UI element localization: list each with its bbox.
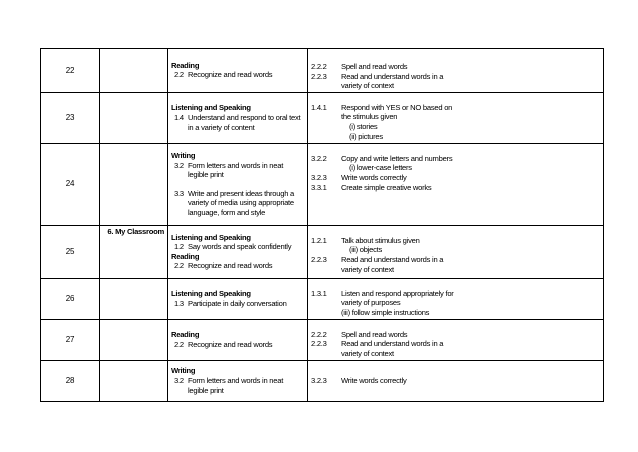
learning-standard-cell xyxy=(308,225,604,278)
learning-sub-item: (ii) pictures xyxy=(349,131,383,141)
learning-standard-cell xyxy=(308,319,604,360)
content-standard-cell xyxy=(168,92,308,143)
content-standard-cell xyxy=(168,319,308,360)
skill-heading: Reading xyxy=(171,251,200,261)
week-number: 22 xyxy=(41,49,100,93)
theme-cell xyxy=(100,278,168,319)
learning-item-continuation: variety of context xyxy=(341,81,394,91)
learning-item: 2.2.2 Spell and read words xyxy=(311,329,408,339)
table-row xyxy=(41,143,604,225)
week-number: 25 xyxy=(41,225,100,278)
theme-cell xyxy=(100,319,168,360)
standard-item: 3.2 Form letters and words in neat legible print xyxy=(174,160,284,180)
week-number: 28 xyxy=(41,360,100,401)
learning-item: 3.2.3 Write words correctly xyxy=(311,172,407,182)
content-standard-cell xyxy=(168,278,308,319)
week-number: 24 xyxy=(41,143,100,225)
learning-item: 2.2.3 Read and understand words in a xyxy=(311,339,444,349)
week-number: 26 xyxy=(41,278,100,319)
table-row xyxy=(41,319,604,360)
learning-standard-cell xyxy=(308,278,604,319)
learning-standard-cell xyxy=(308,360,604,401)
learning-standard-cell xyxy=(308,143,604,225)
content-standard-cell xyxy=(168,49,308,93)
content-standard-cell xyxy=(168,143,308,225)
standard-item: 3.2 Form letters and words in neat legible print xyxy=(174,375,284,395)
theme-cell xyxy=(100,49,168,93)
theme-cell xyxy=(100,360,168,401)
learning-sub-item: (iii) follow simple instructions xyxy=(341,307,430,317)
standard-item: 2.2 Recognize and read words xyxy=(174,70,273,80)
lesson-plan-table xyxy=(40,48,604,402)
standard-item: 3.3 Write and present ideas through a variety of media using appropriate language, form and style xyxy=(174,188,295,217)
learning-standard-cell xyxy=(308,92,604,143)
learning-standard-cell xyxy=(308,49,604,93)
standard-item: 2.2 Recognize and read words xyxy=(174,261,273,271)
learning-item: 1.2.1 Talk about stimulus given xyxy=(311,235,420,245)
learning-sub-item: (i) stories xyxy=(349,121,378,131)
learning-item: 1.4.1 Respond with YES or NO based on xyxy=(311,102,453,112)
learning-sub-item: (iii) objects xyxy=(349,245,383,255)
theme-cell xyxy=(100,143,168,225)
standard-item: 1.2 Say words and speak confidently xyxy=(174,242,292,252)
learning-item: 2.2.2 Spell and read words xyxy=(311,62,408,71)
learning-item: 3.2.2 Copy and write letters and numbers xyxy=(311,153,453,163)
learning-item-continuation: variety of context xyxy=(341,264,394,274)
standard-item: 2.2 Recognize and read words xyxy=(174,339,273,349)
table-row xyxy=(41,278,604,319)
week-number: 23 xyxy=(41,92,100,143)
learning-item: 2.2.3 Read and understand words in a xyxy=(311,254,444,264)
week-number: 27 xyxy=(41,319,100,360)
table-row xyxy=(41,92,604,143)
skill-heading: Writing xyxy=(171,366,196,376)
table-row xyxy=(41,225,604,278)
table-row xyxy=(41,49,604,93)
skill-heading: Listening and Speaking xyxy=(171,232,251,242)
learning-item: 2.2.3 Read and understand words in a xyxy=(311,71,444,81)
learning-item-continuation: variety of context xyxy=(341,348,394,358)
learning-item-continuation: the stimulus given xyxy=(341,112,398,122)
skill-heading: Listening and Speaking xyxy=(171,103,251,113)
standard-item: 1.4 Understand and respond to oral text in a variety of content xyxy=(174,112,301,132)
content-standard-cell xyxy=(168,360,308,401)
theme-cell xyxy=(100,92,168,143)
learning-item-continuation: variety of purposes xyxy=(341,298,401,308)
table-row xyxy=(41,360,604,401)
skill-heading: Reading xyxy=(171,330,200,340)
skill-heading: Writing xyxy=(171,151,196,160)
skill-heading: Reading xyxy=(171,60,200,70)
content-standard-cell xyxy=(168,225,308,278)
skill-heading: Listening and Speaking xyxy=(171,289,251,299)
learning-item: 3.3.1 Create simple creative works xyxy=(311,182,432,192)
learning-item: 3.2.3 Write words correctly xyxy=(311,375,407,385)
theme-cell: 6. My Classroom xyxy=(100,225,168,278)
learning-item: 1.3.1 Listen and respond appropriately for xyxy=(311,288,454,298)
learning-sub-item: (i) lower-case letters xyxy=(349,163,412,173)
standard-item: 1.3 Participate in daily conversation xyxy=(174,298,287,308)
